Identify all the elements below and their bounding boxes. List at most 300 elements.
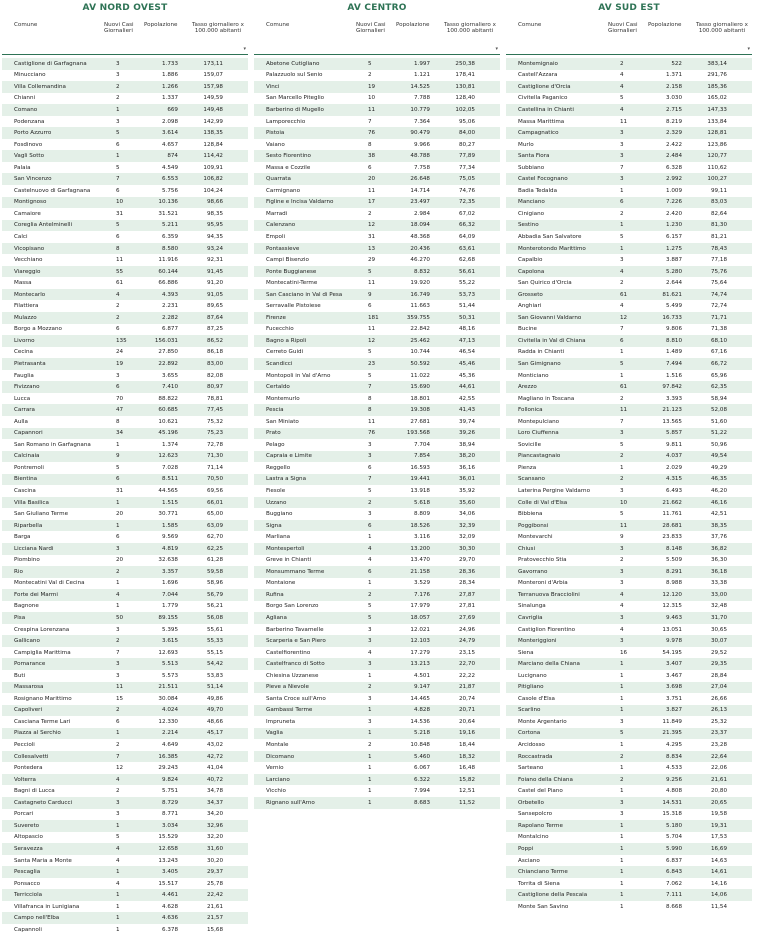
cell-popolazione: 7.758 <box>413 164 430 171</box>
cell-nuovi-casi: 55 <box>116 268 124 275</box>
cell-nuovi-casi: 11 <box>368 418 376 425</box>
cell-comune: Piazza al Serchio <box>14 730 61 737</box>
table-row <box>2 58 248 70</box>
cell-nuovi-casi: 4 <box>368 545 372 552</box>
cell-comune: Massa <box>14 280 32 287</box>
table-row <box>506 462 752 474</box>
cell-tasso: 30,20 <box>206 857 223 864</box>
table-row <box>506 439 752 451</box>
cell-nuovi-casi: 2 <box>116 742 120 749</box>
cell-comune: Altopascio <box>14 834 43 841</box>
cell-nuovi-casi: 3 <box>368 638 372 645</box>
cell-tasso: 58,96 <box>206 580 223 587</box>
cell-popolazione: 8.834 <box>665 753 682 760</box>
cell-popolazione: 522 <box>671 60 682 67</box>
cell-tasso: 291,76 <box>707 72 727 79</box>
table-row <box>254 254 500 266</box>
table-row <box>506 774 752 786</box>
cell-tasso: 25,32 <box>710 718 727 725</box>
table-row <box>506 901 752 913</box>
cell-tasso: 98,66 <box>206 199 223 206</box>
cell-nuovi-casi: 5 <box>620 511 624 518</box>
cell-tasso: 77,34 <box>458 164 475 171</box>
cell-popolazione: 8.832 <box>413 268 430 275</box>
cell-comune: Cortona <box>518 730 541 737</box>
cell-tasso: 14,63 <box>710 857 727 864</box>
cell-nuovi-casi: 61 <box>620 291 628 298</box>
cell-comune: Pisa <box>14 615 26 622</box>
cell-comune: Santa Croce sull'Arno <box>266 695 326 702</box>
cell-nuovi-casi: 3 <box>620 718 624 725</box>
cell-comune: Pieve a Nievole <box>266 684 309 691</box>
table-row <box>506 162 752 174</box>
cell-nuovi-casi: 3 <box>620 130 624 137</box>
cell-nuovi-casi: 1 <box>368 730 372 737</box>
cell-tasso: 128,40 <box>455 95 475 102</box>
cell-nuovi-casi: 3 <box>368 626 372 633</box>
cell-nuovi-casi: 6 <box>368 522 372 529</box>
table-row <box>254 555 500 567</box>
cell-tasso: 29,70 <box>458 557 475 564</box>
cell-comune: Vernio <box>266 765 284 772</box>
cell-comune: Capolona <box>518 268 545 275</box>
cell-tasso: 78,43 <box>710 245 727 252</box>
cell-popolazione: 8.809 <box>413 511 430 518</box>
table-row <box>2 70 248 82</box>
cell-nuovi-casi: 1 <box>620 845 624 852</box>
table-row <box>254 404 500 416</box>
cell-nuovi-casi: 1 <box>620 464 624 471</box>
cell-tasso: 66,01 <box>206 499 223 506</box>
cell-tasso: 34,37 <box>206 799 223 806</box>
cell-tasso: 80,97 <box>206 384 223 391</box>
table-row <box>2 716 248 728</box>
cell-tasso: 72,74 <box>710 303 727 310</box>
cell-nuovi-casi: 3 <box>116 60 120 67</box>
cell-popolazione: 6.322 <box>413 776 430 783</box>
cell-tasso: 56,79 <box>206 591 223 598</box>
cell-comune: Massa e Cozzile <box>266 164 311 171</box>
cell-tasso: 63,61 <box>458 245 475 252</box>
cell-tasso: 62,35 <box>710 384 727 391</box>
cell-popolazione: 18.057 <box>410 615 430 622</box>
table-row <box>254 451 500 463</box>
cell-nuovi-casi: 2 <box>620 453 624 460</box>
cell-comune: Bibbiena <box>518 511 543 518</box>
cell-popolazione: 193.568 <box>406 430 430 437</box>
table-row <box>2 277 248 289</box>
cell-nuovi-casi: 4 <box>620 72 624 79</box>
cell-popolazione: 3.030 <box>665 95 682 102</box>
cell-nuovi-casi: 2 <box>368 742 372 749</box>
cell-popolazione: 8.148 <box>665 545 682 552</box>
cell-tasso: 74,76 <box>458 187 475 194</box>
cell-nuovi-casi: 4 <box>620 303 624 310</box>
cell-nuovi-casi: 11 <box>620 118 628 125</box>
cell-nuovi-casi: 6 <box>368 464 372 471</box>
cell-tasso: 11,52 <box>458 799 475 806</box>
table-row <box>254 300 500 312</box>
cell-tasso: 51,60 <box>710 418 727 425</box>
cell-nuovi-casi: 6 <box>116 534 120 541</box>
cell-nuovi-casi: 19 <box>368 83 376 90</box>
cell-popolazione: 4.501 <box>413 672 430 679</box>
cell-popolazione: 3.614 <box>161 130 178 137</box>
cell-comune: Arcidosso <box>518 742 545 749</box>
cell-comune: Sarteano <box>518 765 544 772</box>
cell-popolazione: 9.463 <box>665 615 682 622</box>
cell-tasso: 81,21 <box>710 233 727 240</box>
cell-nuovi-casi: 1 <box>116 730 120 737</box>
table-row <box>506 324 752 336</box>
table-row <box>2 912 248 924</box>
cell-tasso: 83,00 <box>206 360 223 367</box>
table-row <box>2 751 248 763</box>
table-row <box>2 404 248 416</box>
cell-popolazione: 4.315 <box>665 476 682 483</box>
cell-popolazione: 4.549 <box>161 164 178 171</box>
cell-comune: Barberino Tavarnelle <box>266 626 324 633</box>
cell-tasso: 149,48 <box>203 106 223 113</box>
cell-popolazione: 13.918 <box>410 488 430 494</box>
cell-popolazione: 23.497 <box>410 199 430 206</box>
cell-comune: Montemurlo <box>266 395 300 402</box>
table-row <box>254 682 500 694</box>
table-row <box>506 866 752 878</box>
cell-tasso: 34,20 <box>206 811 223 818</box>
table-row <box>254 104 500 116</box>
cell-nuovi-casi: 10 <box>116 199 124 206</box>
cell-popolazione: 11.849 <box>662 718 682 725</box>
cell-nuovi-casi: 11 <box>368 106 376 113</box>
table-row <box>2 531 248 543</box>
cell-popolazione: 21.123 <box>662 407 682 414</box>
cell-popolazione: 1.779 <box>161 603 178 610</box>
cell-tasso: 36,82 <box>710 545 727 552</box>
table-row <box>506 682 752 694</box>
cell-comune: Villafranca in Lunigiana <box>14 903 80 910</box>
cell-comune: Pontassieve <box>266 245 300 252</box>
cell-nuovi-casi: 13 <box>368 245 376 252</box>
cell-nuovi-casi: 1 <box>368 753 372 760</box>
cell-tasso: 82,08 <box>206 372 223 379</box>
table-row <box>2 705 248 717</box>
cell-nuovi-casi: 1 <box>620 372 624 379</box>
cell-comune: Sansepolcro <box>518 811 553 818</box>
table-row <box>506 116 752 128</box>
cell-comune: Monte Argentario <box>518 718 567 725</box>
cell-nuovi-casi: 9 <box>368 291 372 298</box>
cell-tasso: 33,38 <box>710 580 727 587</box>
cell-tasso: 27,87 <box>458 591 475 598</box>
cell-popolazione: 6.837 <box>665 857 682 864</box>
cell-nuovi-casi: 34 <box>116 430 124 437</box>
table-row <box>506 739 752 751</box>
cell-popolazione: 11.916 <box>158 257 178 264</box>
cell-nuovi-casi: 2 <box>116 568 120 575</box>
cell-tasso: 56,08 <box>206 615 223 622</box>
cell-comune: Castiglione d'Orcia <box>518 83 571 90</box>
cell-comune: Arezzo <box>518 384 537 391</box>
table-row <box>2 289 248 301</box>
table-row <box>254 220 500 232</box>
table-row <box>254 612 500 624</box>
cell-comune: Follonica <box>518 407 543 414</box>
cell-popolazione: 7.176 <box>413 591 430 598</box>
cell-popolazione: 1.733 <box>161 60 178 67</box>
cell-comune: Terricciola <box>14 892 43 899</box>
cell-nuovi-casi: 1 <box>116 499 120 506</box>
table-row <box>2 520 248 532</box>
cell-comune: Castell'Azzara <box>518 72 558 79</box>
table-row <box>506 716 752 728</box>
cell-popolazione: 10.744 <box>410 349 430 356</box>
cell-tasso: 36,18 <box>710 568 727 575</box>
cell-comune: Forte dei Marmi <box>14 591 58 598</box>
cell-comune: Montecatini Val di Cecina <box>14 580 85 587</box>
cell-comune: Borgo a Mozzano <box>14 326 62 333</box>
table-body <box>506 58 752 912</box>
cell-popolazione: 11.663 <box>410 303 430 310</box>
cell-popolazione: 44.565 <box>158 488 178 494</box>
table-row <box>506 751 752 763</box>
cell-popolazione: 5.573 <box>161 672 178 679</box>
cell-tasso: 72,78 <box>206 441 223 448</box>
cell-nuovi-casi: 24 <box>116 349 124 356</box>
cell-popolazione: 5.218 <box>413 730 430 737</box>
cell-comune: Cecina <box>14 349 33 356</box>
cell-popolazione: 5.513 <box>161 661 178 668</box>
cell-popolazione: 15.690 <box>410 384 430 391</box>
cell-tasso: 91,05 <box>206 291 223 298</box>
table-row <box>506 70 752 82</box>
cell-tasso: 45,46 <box>458 360 475 367</box>
cell-popolazione: 10.779 <box>410 106 430 113</box>
table-row <box>254 416 500 428</box>
cell-tasso: 45,36 <box>458 372 475 379</box>
cell-nuovi-casi: 181 <box>368 314 379 321</box>
sort-arrow-icon: ▾ <box>495 45 498 52</box>
cell-nuovi-casi: 6 <box>116 141 120 148</box>
cell-popolazione: 32.638 <box>158 557 178 564</box>
cell-nuovi-casi: 38 <box>368 153 376 160</box>
cell-tasso: 51,14 <box>206 684 223 691</box>
cell-nuovi-casi: 3 <box>116 118 120 125</box>
cell-comune: Rignano sull'Arno <box>266 799 315 806</box>
cell-comune: Castelfiorentino <box>266 649 311 656</box>
cell-popolazione: 5.990 <box>665 845 682 852</box>
cell-nuovi-casi: 11 <box>368 280 376 287</box>
table-row <box>2 358 248 370</box>
cell-tasso: 75,32 <box>206 418 223 425</box>
cell-tasso: 23,15 <box>458 649 475 656</box>
cell-nuovi-casi: 2 <box>116 314 120 321</box>
cell-tasso: 83,03 <box>710 199 727 206</box>
cell-tasso: 53,83 <box>206 672 223 679</box>
cell-comune: Barberino di Mugello <box>266 106 324 113</box>
cell-nuovi-casi: 12 <box>620 314 628 321</box>
cell-comune: Piombino <box>14 557 40 564</box>
cell-tasso: 45,17 <box>206 730 223 737</box>
cell-popolazione: 12.623 <box>158 453 178 460</box>
cell-nuovi-casi: 2 <box>620 776 624 783</box>
cell-popolazione: 88.822 <box>158 395 178 402</box>
cell-nuovi-casi: 1 <box>620 822 624 829</box>
table-row <box>254 231 500 243</box>
table-row <box>254 716 500 728</box>
cell-popolazione: 4.393 <box>161 291 178 298</box>
cell-nuovi-casi: 1 <box>116 603 120 610</box>
table-row <box>2 462 248 474</box>
cell-nuovi-casi: 1 <box>116 106 120 113</box>
cell-popolazione: 2.420 <box>665 210 682 217</box>
cell-popolazione: 10.136 <box>158 199 178 206</box>
table-row <box>506 104 752 116</box>
cell-tasso: 62,25 <box>206 545 223 552</box>
cell-nuovi-casi: 1 <box>116 153 120 160</box>
cell-tasso: 17,53 <box>710 834 727 841</box>
cell-nuovi-casi: 1 <box>620 857 624 864</box>
cell-popolazione: 89.155 <box>158 615 178 622</box>
cell-popolazione: 7.028 <box>161 464 178 471</box>
cell-popolazione: 2.484 <box>665 153 682 160</box>
cell-comune: Castelnuovo di Garfagnana <box>14 187 91 194</box>
table-row <box>2 889 248 901</box>
cell-popolazione: 26.648 <box>410 176 430 183</box>
cell-tasso: 128,84 <box>203 141 223 148</box>
cell-nuovi-casi: 23 <box>368 360 376 367</box>
cell-comune: Vecchiano <box>14 257 43 264</box>
cell-comune: Radda in Chianti <box>518 349 565 356</box>
cell-tasso: 71,14 <box>206 464 223 471</box>
cell-popolazione: 14.536 <box>410 718 430 725</box>
cell-tasso: 49,29 <box>710 464 727 471</box>
table-row <box>506 474 752 486</box>
cell-tasso: 36,16 <box>458 464 475 471</box>
cell-popolazione: 25.462 <box>410 337 430 344</box>
cell-popolazione: 20.436 <box>410 245 430 252</box>
cell-tasso: 185,36 <box>707 83 727 90</box>
cell-tasso: 82,64 <box>710 210 727 217</box>
cell-popolazione: 5.756 <box>161 187 178 194</box>
cell-nuovi-casi: 1 <box>620 788 624 795</box>
cell-nuovi-casi: 7 <box>368 476 372 483</box>
cell-comune: Firenze <box>266 314 286 321</box>
table-row <box>254 578 500 590</box>
cell-nuovi-casi: 4 <box>620 106 624 113</box>
cell-comune: Campo nell'Elba <box>14 915 60 922</box>
cell-tasso: 35,60 <box>458 499 475 506</box>
cell-popolazione: 7.226 <box>665 199 682 206</box>
header-popolazione: Popolazione <box>396 22 430 28</box>
cell-nuovi-casi: 1 <box>368 580 372 587</box>
cell-comune: Pietrasanta <box>14 360 46 367</box>
sort-arrow-icon: ▾ <box>747 45 750 52</box>
cell-popolazione: 4.295 <box>665 742 682 749</box>
table-row <box>254 739 500 751</box>
cell-nuovi-casi: 2 <box>116 707 120 714</box>
table-row <box>506 58 752 70</box>
cell-nuovi-casi: 1 <box>620 869 624 876</box>
table-row <box>506 797 752 809</box>
cell-nuovi-casi: 1 <box>620 684 624 691</box>
table-row <box>2 601 248 613</box>
cell-popolazione: 7.704 <box>413 441 430 448</box>
table-row <box>2 81 248 93</box>
cell-popolazione: 60.144 <box>158 268 178 275</box>
cell-nuovi-casi: 76 <box>368 430 376 437</box>
table-row <box>254 335 500 347</box>
cell-comune: Vagli Sotto <box>14 153 45 160</box>
table-body <box>254 58 500 809</box>
cell-nuovi-casi: 5 <box>368 268 372 275</box>
cell-nuovi-casi: 6 <box>116 233 120 240</box>
cell-tasso: 18,44 <box>458 742 475 749</box>
cell-comune: Palaia <box>14 164 31 171</box>
cell-nuovi-casi: 3 <box>620 615 624 622</box>
cell-comune: Pelago <box>266 441 285 448</box>
cell-tasso: 42,51 <box>710 511 727 518</box>
table-row <box>2 451 248 463</box>
table-row <box>506 820 752 832</box>
table-row <box>2 589 248 601</box>
table-row <box>506 173 752 185</box>
cell-popolazione: 9.811 <box>665 441 682 448</box>
table-row <box>2 762 248 774</box>
table-row <box>506 555 752 567</box>
cell-nuovi-casi: 4 <box>116 591 120 598</box>
cell-tasso: 100,27 <box>707 176 727 183</box>
cell-tasso: 19,31 <box>710 822 727 829</box>
table-row <box>2 393 248 405</box>
table-row <box>2 497 248 509</box>
cell-nuovi-casi: 12 <box>116 765 124 772</box>
table-body <box>2 58 248 936</box>
cell-popolazione: 9.806 <box>665 326 682 333</box>
table-row <box>506 658 752 670</box>
cell-tasso: 56,61 <box>458 268 475 275</box>
table-header <box>254 22 500 55</box>
cell-nuovi-casi: 31 <box>116 210 124 217</box>
header-tasso: Tasso giornaliero x 100.000 abitanti <box>192 22 244 35</box>
cell-comune: Montecatini-Terme <box>266 280 318 287</box>
cell-nuovi-casi: 3 <box>620 141 624 148</box>
cell-popolazione: 19.441 <box>410 476 430 483</box>
cell-comune: Campi Bisenzio <box>266 257 309 264</box>
cell-tasso: 51,44 <box>458 303 475 310</box>
cell-nuovi-casi: 3 <box>368 453 372 460</box>
cell-comune: Fosdinovo <box>14 141 43 148</box>
cell-tasso: 34,06 <box>458 511 475 518</box>
cell-nuovi-casi: 1 <box>620 187 624 194</box>
table-row <box>254 162 500 174</box>
table-row <box>2 254 248 266</box>
cell-popolazione: 21.395 <box>662 730 682 737</box>
cell-nuovi-casi: 3 <box>116 811 120 818</box>
cell-nuovi-casi: 11 <box>116 684 124 691</box>
cell-nuovi-casi: 5 <box>368 615 372 622</box>
cell-tasso: 27,04 <box>710 684 727 691</box>
cell-comune: Poppi <box>518 845 534 852</box>
cell-tasso: 95,95 <box>206 222 223 229</box>
cell-nuovi-casi: 4 <box>116 880 120 887</box>
table-row <box>254 693 500 705</box>
cell-comune: Scarperia e San Piero <box>266 638 326 645</box>
cell-popolazione: 4.636 <box>161 915 178 922</box>
cell-nuovi-casi: 2 <box>620 210 624 217</box>
cell-nuovi-casi: 1 <box>620 661 624 668</box>
table-row <box>254 774 500 786</box>
